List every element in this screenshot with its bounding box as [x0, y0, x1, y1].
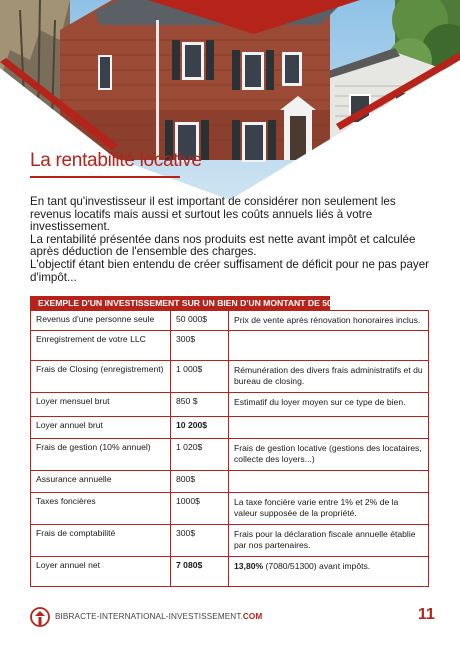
row-label: Frais de gestion (10% annuel) [31, 439, 171, 471]
page-number: 11 [418, 606, 435, 623]
row-note: Estimatif du loyer moyen sur ce type de bien. [229, 393, 429, 417]
table-row [31, 557, 429, 587]
row-label: Loyer mensuel brut [31, 393, 171, 417]
table-row [31, 439, 429, 471]
intro-line-2: La rentabilité présentée dans nos produits est nette avant impôt et calculée après déduction de l'ensemble des charges. [30, 232, 416, 259]
row-note [229, 331, 429, 361]
row-note: Frais de gestion locative (gestions des locataires, collecte des loyers...) [229, 439, 429, 471]
row-label: Assurance annuelle [31, 471, 171, 493]
row-note [229, 557, 429, 587]
row-label: Loyer annuel net [31, 557, 171, 587]
row-value: 850 $ [171, 393, 229, 417]
row-value: 1000$ [171, 493, 229, 525]
row-note: Prix de vente après rénovation honoraires inclus. [229, 311, 429, 331]
heading-underline [30, 176, 180, 178]
row-note [229, 471, 429, 493]
row-label: Frais de comptabilité [31, 525, 171, 557]
intro-line-3: L'objectif étant bien entendu de créer suffisament de déficit pour ne pas payer d'impôt... [30, 257, 430, 284]
table-row [31, 311, 429, 331]
table-row [31, 525, 429, 557]
row-note: La taxe foncière varie entre 1% et 2% de la valeur supposée de la propriété. [229, 493, 429, 525]
row-value: 50 000$ [171, 311, 229, 331]
row-value: 1 000$ [171, 361, 229, 393]
house-logo-icon [29, 606, 51, 628]
row-note: Frais pour la déclaration fiscale annuelle établie par nos partenaires. [229, 525, 429, 557]
row-value: 7 080$ [171, 557, 229, 587]
intro-paragraph [30, 196, 430, 284]
footer-site-tld: COM [242, 612, 263, 621]
table-row [31, 493, 429, 525]
row-value: 800$ [171, 471, 229, 493]
row-note: Rémunération des divers frais administratifs et du bureau de closing. [229, 361, 429, 393]
intro-line-1: En tant qu'investisseur il est important de considérer non seulement les revenus locatifs mais aussi et surtout les coûts annuels liés à votre investissement. [30, 195, 396, 234]
row-label: Revenus d'une personne seule [31, 311, 171, 331]
net-yield-percent: 13,80% [234, 561, 264, 571]
row-label: Taxes foncières [31, 493, 171, 525]
row-value: 300$ [171, 331, 229, 361]
row-value: 10 200$ [171, 417, 229, 439]
table-row [31, 417, 429, 439]
table-row [31, 471, 429, 493]
table-row [31, 331, 429, 361]
table-row [31, 361, 429, 393]
footer-site-name: BIBRACTE-INTERNATIONAL-INVESTISSEMENT. [55, 612, 243, 621]
row-note [229, 417, 429, 439]
table-row [31, 393, 429, 417]
section-heading: La rentabilité locative [30, 150, 202, 171]
row-label: Frais de Closing (enregistrement) [31, 361, 171, 393]
row-label: Loyer annuel brut [31, 417, 171, 439]
table-title: EXEMPLE D'UN INVESTISSEMENT SUR UN BIEN D'UN MONTANT DE 50 000$ [30, 296, 330, 310]
footer-website[interactable] [55, 612, 262, 621]
net-yield-formula: (7080/51300) avant impôts. [265, 561, 371, 571]
row-label: Enregistrement de votre LLC [31, 331, 171, 361]
row-value: 300$ [171, 525, 229, 557]
investment-table [30, 310, 429, 587]
row-value: 1 020$ [171, 439, 229, 471]
